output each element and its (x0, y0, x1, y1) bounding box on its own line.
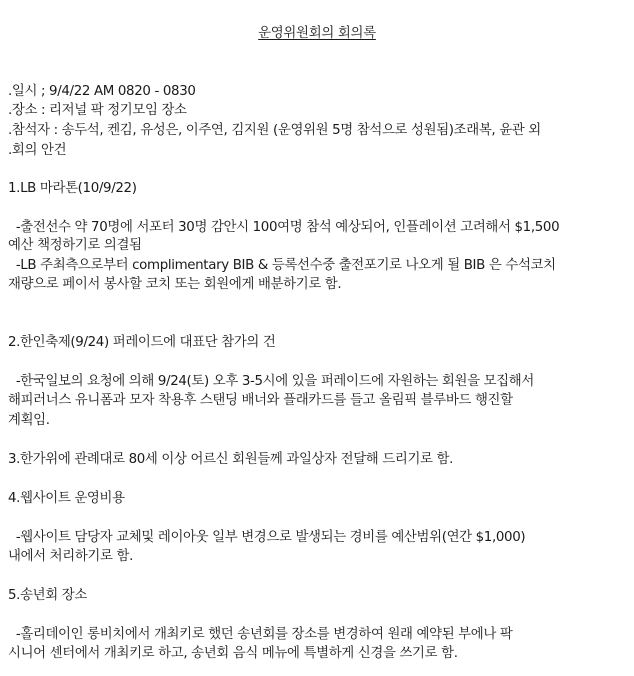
item-2-line-1: -한국일보의 요청에 의해 9/24(토) 오후 3-5시에 있을 퍼레이드에 자원하는 회원을 모집해서 (8, 374, 534, 389)
item-1-line-4: 재량으로 페이서 봉사할 코치 또는 회원에게 배분하기로 함. (8, 277, 342, 292)
document-title (0, 24, 634, 44)
item-5-heading: 5.송년회 장소 (8, 588, 87, 603)
item-4-heading: 4.웹사이트 운영비용 (8, 491, 125, 506)
meta-place: .장소 : 리저널 팍 정기모임 장소 (8, 103, 187, 118)
item-1-heading: 1.LB 마라톤(10/9/22) (8, 181, 137, 196)
meta-date: .일시 ; 9/4/22 AM 0820 - 0830 (8, 84, 196, 99)
item-5-line-2: 시니어 센터에서 개최키로 하고, 송년회 음식 메뉴에 특별하게 신경을 쓰기로 함. (8, 646, 458, 661)
item-2-line-3: 계획임. (8, 413, 50, 428)
item-4-line-1: -웹사이트 담당자 교체및 레이아웃 일부 변경으로 발생되는 경비를 예산범위(연간 $1,000) (8, 530, 526, 545)
meta-attendees: .참석자 : 송두석, 켄김, 유성은, 이주연, 김지원 (운영위원 5명 참석으로 성원됨)조래복, 윤관 외 (8, 123, 541, 138)
item-2-heading: 2.한인축제(9/24) 퍼레이드에 대표단 참가의 건 (8, 335, 276, 350)
document-title-text: 운영위원회의 회의록 (258, 26, 376, 41)
item-1-line-2: 예산 책정하기로 의결됨 (8, 238, 142, 253)
item-4-line-2: 내에서 처리하기로 함. (8, 549, 133, 564)
item-5-line-1: -홀리데이인 롱비치에서 개최키로 했던 송년회를 장소를 변경하여 원래 예약된 부에나 팍 (8, 627, 513, 642)
meta-agenda: .회의 안건 (8, 143, 67, 158)
item-2-line-2: 해피러너스 유니폼과 모자 착용후 스탠딩 배너와 플래카드를 들고 올림픽 블루바드 행진할 (8, 393, 513, 408)
item-3-heading: 3.한가위에 관례대로 80세 이상 어르신 회원들께 과일상자 전달해 드리기로 함. (8, 452, 454, 467)
item-1-line-3: -LB 주최측으로부터 complimentary BIB & 등록선수중 출전포기로 나오게 될 BIB 은 수석코치 (8, 258, 556, 273)
item-1-line-1: -출전선수 약 70명에 서포터 30명 감안시 100여명 참석 예상되어, 인플레이션 고려해서 $1,500 (8, 220, 560, 235)
